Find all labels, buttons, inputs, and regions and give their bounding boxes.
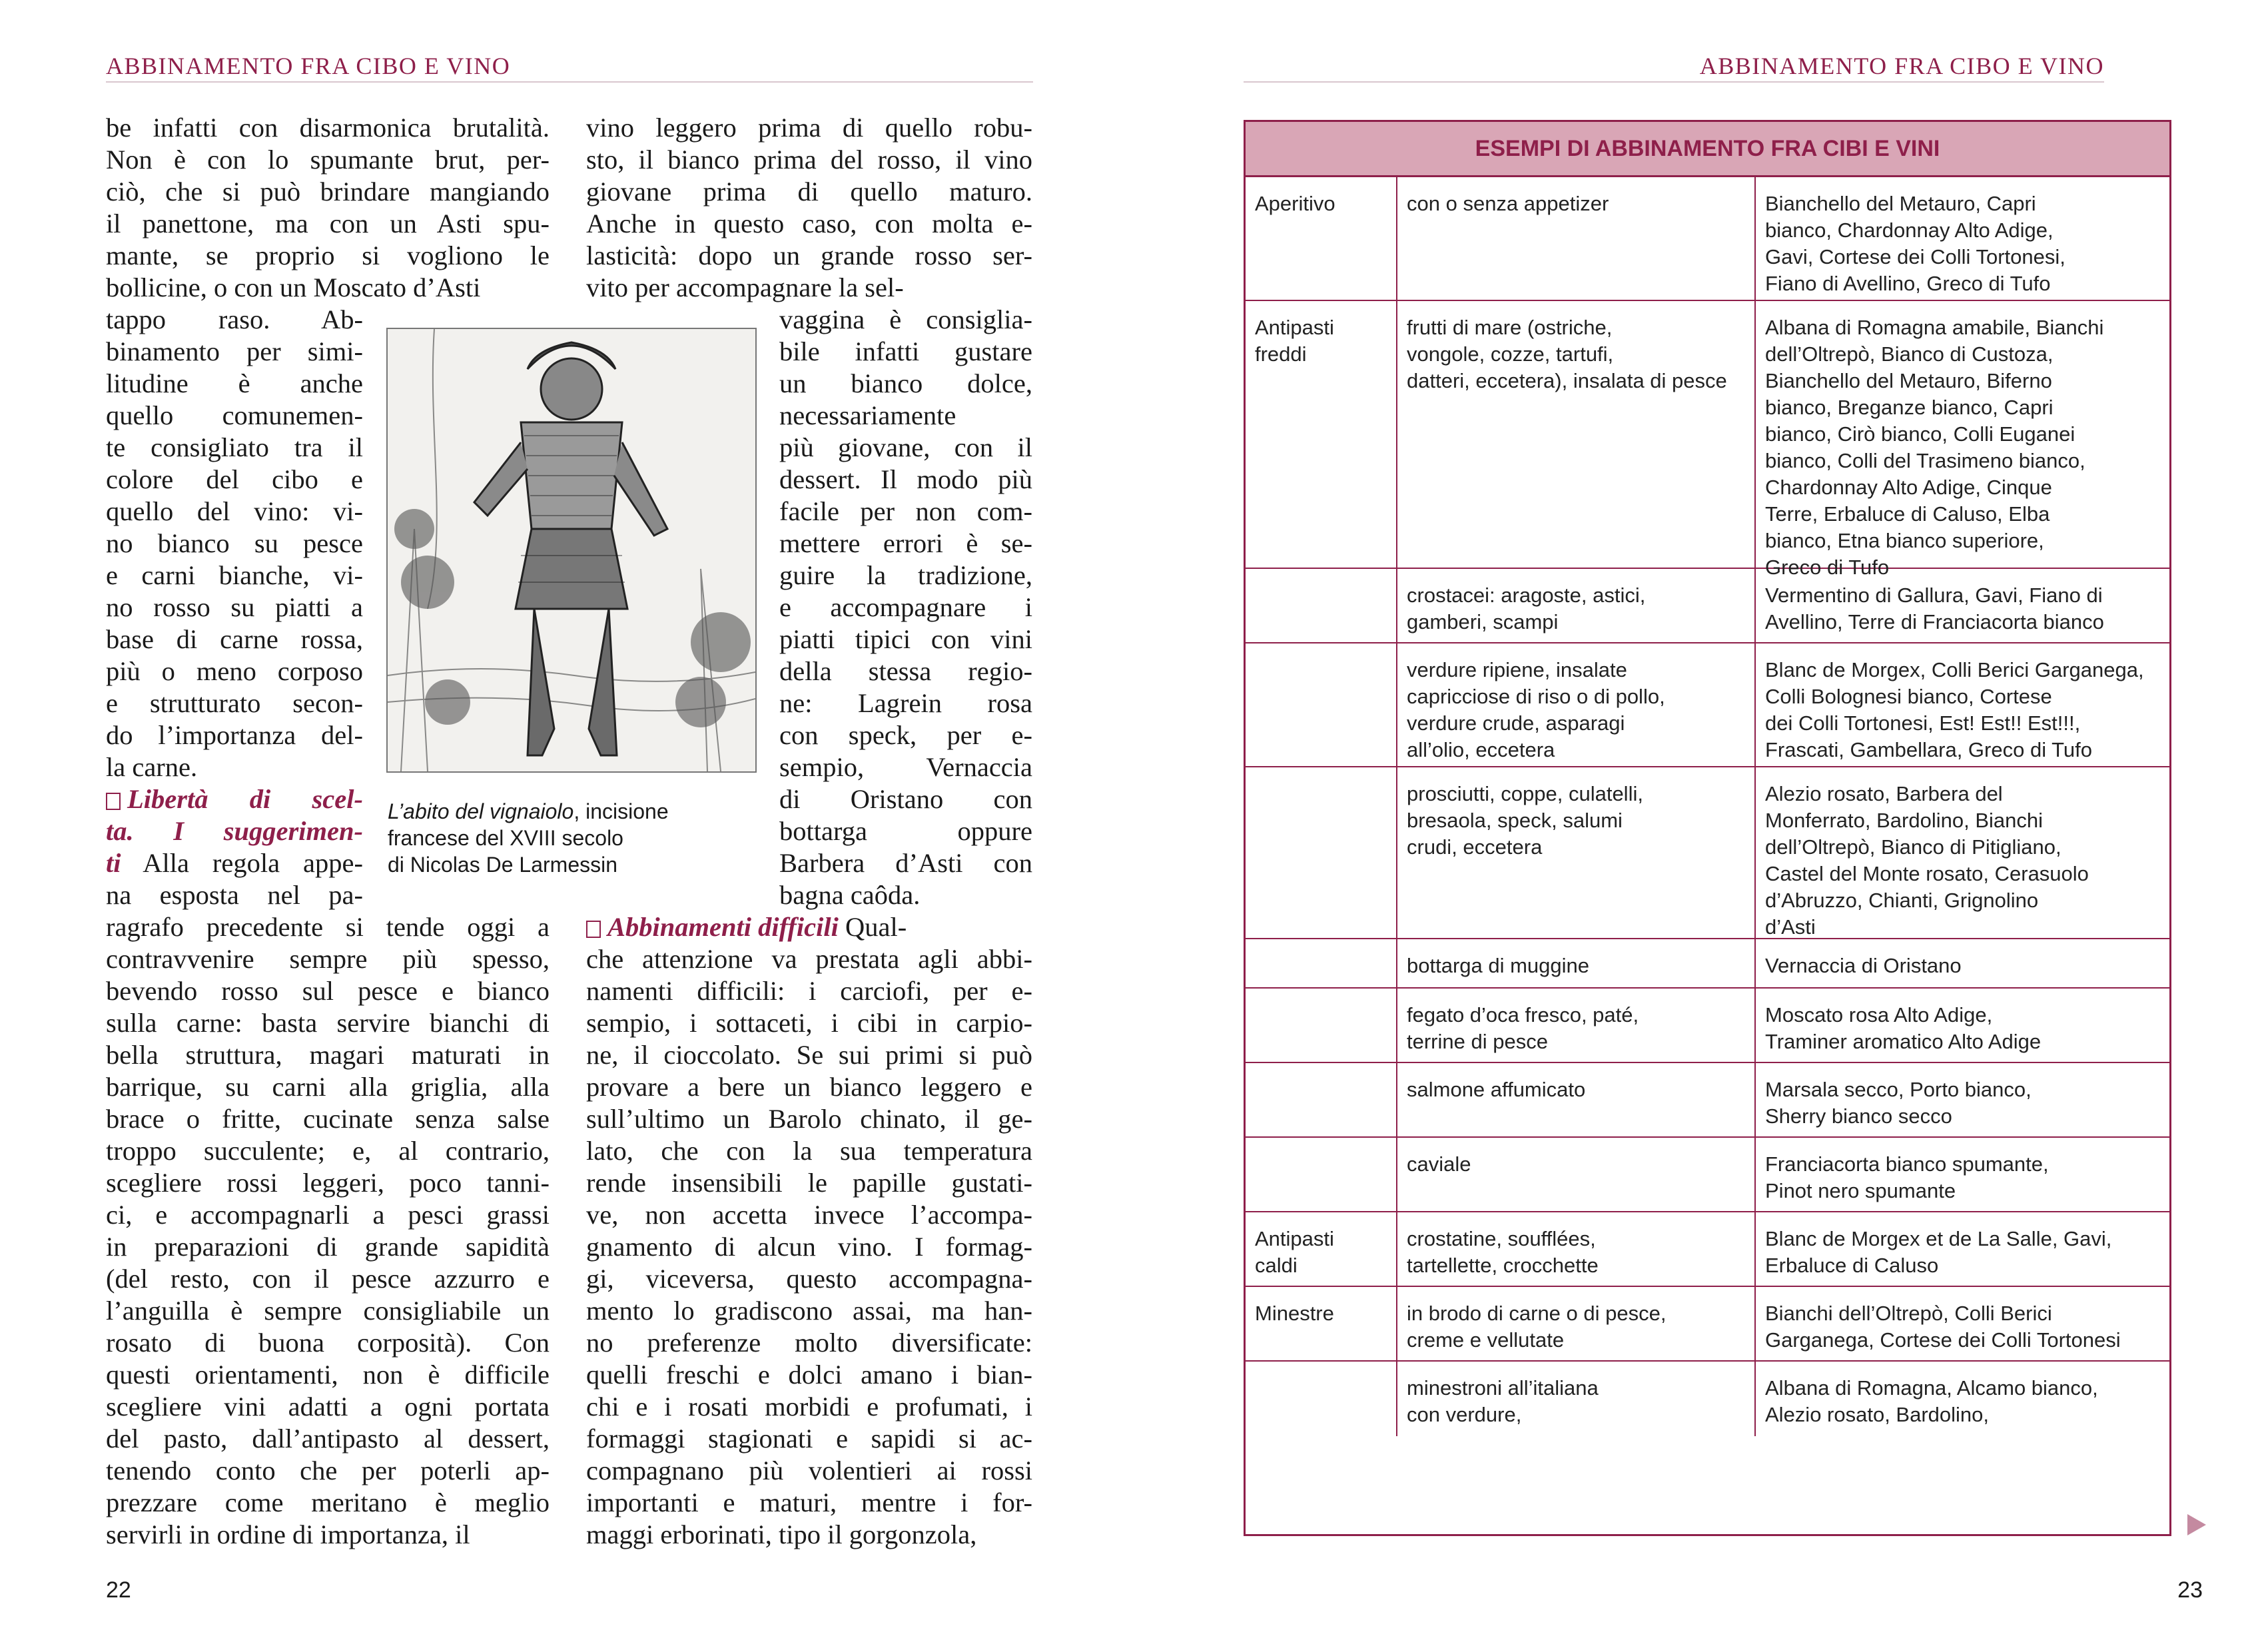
text-line: facile per non com- — [779, 496, 1032, 526]
food-cell — [1397, 939, 1756, 987]
cell-line: Greco di Tufo — [1765, 556, 1890, 579]
cell-line: dell’Oltrepò, Bianco di Custoza, — [1765, 342, 2054, 366]
text-line: del pasto, dall’antipasto al dessert, — [106, 1424, 550, 1453]
cell-line: prosciutti, coppe, culatelli, — [1407, 782, 1643, 805]
table-row — [1246, 939, 2169, 989]
text-line: mettere errori è se- — [779, 528, 1032, 558]
text-line: te consigliato tra il — [106, 432, 363, 462]
text-line: gnamento di alcun vino. I formag- — [586, 1232, 1032, 1262]
cell-line: datteri, eccetera), insalata di pesce — [1407, 369, 1727, 392]
cell-line: Alezio rosato, Bardolino, — [1765, 1403, 1990, 1426]
table-row — [1246, 643, 2169, 767]
triangle-right-icon[interactable] — [2187, 1514, 2206, 1535]
table-row — [1246, 1362, 2169, 1436]
food-cell — [1397, 177, 1756, 300]
text-line: l’anguilla è sempre consigliabile un — [106, 1296, 550, 1326]
text-line: Non è con lo spumante brut, per- — [106, 145, 550, 175]
text-line: rende insensibili le papille gustati- — [586, 1168, 1032, 1198]
course-cell — [1246, 1362, 1397, 1436]
text-line: bella struttura, magari maturati in — [106, 1040, 550, 1070]
table-row — [1246, 301, 2169, 579]
text-line: (del resto, con il pesce azzurro e — [106, 1264, 550, 1294]
cell-line: creme e vellutate — [1407, 1328, 1565, 1352]
food-cell — [1397, 1138, 1756, 1211]
text-line: ne, il cioccolato. Se sui primi si può — [586, 1040, 1032, 1070]
text-line: formaggi stagionati e sapidi si ac- — [586, 1424, 1032, 1453]
cell-line: Marsala secco, Porto bianco, — [1765, 1078, 2032, 1101]
table-row — [1246, 1212, 2169, 1287]
course-cell — [1246, 643, 1397, 766]
food-cell — [1397, 301, 1756, 568]
text-line: importanti e maturi, mentre i for- — [586, 1487, 1032, 1517]
cell-line: Vernaccia di Oristano — [1765, 954, 1962, 977]
text-line: questi orientamenti, non è difficile — [106, 1360, 550, 1390]
text-line: della stessa regio- — [779, 656, 1032, 686]
figure-caption: L’abito del vignaiolo, incisione francese del XVIII secolo di Nicolas De Larmessin — [388, 799, 669, 877]
course-cell — [1246, 1287, 1397, 1360]
text-line: sempio, Vernaccia — [779, 752, 1032, 782]
cell-line: con o senza appetizer — [1407, 192, 1609, 215]
text-line: ne: Lagrein rosa — [779, 688, 1032, 718]
table-row — [1246, 767, 2169, 939]
cell-line: crostacei: aragoste, astici, — [1407, 584, 1646, 607]
text-line: in preparazioni di grande sapidità — [106, 1232, 550, 1262]
pairing-table — [1244, 120, 2171, 1536]
cell-line: in brodo di carne o di pesce, — [1407, 1302, 1667, 1325]
cell-line: con verdure, — [1407, 1403, 1522, 1426]
text-line: bollicine, o con un Moscato d’Asti — [106, 272, 481, 302]
text-line: barrique, su carni alla griglia, alla — [106, 1072, 550, 1102]
text-line: più o meno corposo — [106, 656, 363, 686]
cell-line: vongole, cozze, tartufi, — [1407, 342, 1614, 366]
text-line: vaggina è consiglia- — [779, 304, 1032, 334]
cell-line: Albana di Romagna, Alcamo bianco, — [1765, 1376, 2098, 1400]
text-line: ragrafo precedente si tende oggi a — [106, 912, 550, 942]
cell-line: Chardonnay Alto Adige, Cinque — [1765, 476, 2052, 499]
table-row — [1246, 1138, 2169, 1212]
text-line: rosato di buona corposità). Con — [106, 1328, 550, 1358]
cell-line: verdure crude, asparagi — [1407, 711, 1625, 735]
text-line: e accompagnare i — [779, 592, 1032, 622]
table-row — [1246, 569, 2169, 643]
food-cell — [1397, 1362, 1756, 1436]
column-2-bottom — [586, 943, 1032, 1551]
cell-line: Blanc de Morgex, Colli Berici Garganega, — [1765, 658, 2144, 681]
cell-line: Sherry bianco secco — [1765, 1104, 1952, 1128]
cell-line: bianco, Etna bianco superiore, — [1765, 529, 2044, 552]
cell-line: bianco, Chardonnay Alto Adige, — [1765, 218, 2054, 242]
wine-cell — [1756, 939, 2169, 987]
text-line: il panettone, ma con un Asti spu- — [106, 208, 550, 238]
cell-line: dei Colli Tortonesi, Est! Est!! Est!!!, — [1765, 711, 2081, 735]
cell-line: Erbaluce di Caluso — [1765, 1254, 1939, 1277]
wine-cell — [1756, 767, 2169, 938]
subhead-liberta: Libertà di scel- ta. I suggerimen- ti Alla regola appe- na esposta nel pa- — [106, 784, 363, 910]
cell-line: bianco, Colli del Trasimeno bianco, — [1765, 449, 2085, 472]
cell-line: Monferrato, Bardolino, Bianchi — [1765, 809, 2044, 832]
text-line: brace o fritte, cucinate senza salse — [106, 1104, 550, 1134]
cell-line: gamberi, scampi — [1407, 610, 1559, 633]
course-cell — [1246, 301, 1397, 568]
column-2-narrow — [779, 304, 1032, 911]
cell-line: Antipasti — [1255, 1227, 1334, 1250]
table-row — [1246, 989, 2169, 1063]
cell-line: Moscato rosa Alto Adige, — [1765, 1003, 1993, 1027]
text-line: sulla carne: basta servire bianchi di — [106, 1008, 550, 1038]
text-line: contravvenire sempre più spesso, — [106, 944, 550, 974]
cell-line: Franciacorta bianco spumante, — [1765, 1152, 2049, 1176]
page-number: 22 — [106, 1577, 131, 1603]
column-2-top — [586, 112, 1032, 304]
text-line: prezzare come meritano è meglio — [106, 1487, 550, 1517]
text-line: litudine è anche — [106, 368, 363, 398]
text-line: mante, se proprio si vogliono le — [106, 240, 550, 270]
text-line: bile infatti gustare — [779, 336, 1032, 366]
text-line: ci, e accompagnarli a pesci grassi — [106, 1200, 550, 1230]
text-line: la carne. — [106, 752, 198, 782]
cell-line: Vermentino di Gallura, Gavi, Fiano di — [1765, 584, 2103, 607]
cell-line: Albana di Romagna amabile, Bianchi — [1765, 316, 2104, 339]
table-row — [1246, 1063, 2169, 1138]
text-line: bottarga oppure — [779, 816, 1032, 846]
cell-line: bresaola, speck, salumi — [1407, 809, 1623, 832]
text-line: necessariamente — [779, 400, 956, 430]
text-line: be infatti con disarmonica brutalità. — [106, 113, 550, 143]
course-cell — [1246, 1138, 1397, 1211]
cell-line: fegato d’oca fresco, paté, — [1407, 1003, 1639, 1027]
course-cell — [1246, 1063, 1397, 1136]
text-line: provare a bere un bianco leggero e — [586, 1072, 1032, 1102]
wine-cell — [1756, 643, 2169, 766]
text-line: più giovane, con il — [779, 432, 1032, 462]
text-line: tenendo conto che per poterli ap- — [106, 1455, 550, 1485]
cell-line: Bianchello del Metauro, Capri — [1765, 192, 2036, 215]
text-line: scegliere rossi leggeri, poco tanni- — [106, 1168, 550, 1198]
text-line: bevendo rosso sul pesce e bianco — [106, 976, 550, 1006]
column-1-top — [106, 112, 550, 304]
wine-cell — [1756, 989, 2169, 1062]
wine-cell — [1756, 1287, 2169, 1360]
cell-line: freddi — [1255, 342, 1307, 366]
checkbox-icon — [586, 921, 601, 938]
text-line: tappo raso. Ab- — [106, 304, 363, 334]
text-line: giovane prima di quello maturo. — [586, 177, 1032, 206]
cell-line: Pinot nero spumante — [1765, 1179, 1956, 1202]
text-line: binamento per simi- — [106, 336, 363, 366]
table-row — [1246, 177, 2169, 301]
text-line: gi, viceversa, questo accompagna- — [586, 1264, 1032, 1294]
cell-line: all’olio, eccetera — [1407, 738, 1555, 761]
food-cell — [1397, 1287, 1756, 1360]
text-line: namenti difficili: i carciofi, per e- — [586, 976, 1032, 1006]
cell-line: Bianchi dell’Oltrepò, Colli Berici — [1765, 1302, 2052, 1325]
wine-cell — [1756, 1212, 2169, 1286]
cell-line: tartellette, crocchette — [1407, 1254, 1599, 1277]
text-line: sto, il bianco prima del rosso, il vino — [586, 145, 1032, 175]
text-line: quello del vino: vi- — [106, 496, 363, 526]
text-line: Barbera d’Asti con — [779, 848, 1032, 878]
food-cell — [1397, 767, 1756, 938]
text-line: lasticità: dopo un grande rosso ser- — [586, 240, 1032, 270]
cell-line: Garganega, Cortese dei Colli Tortonesi — [1765, 1328, 2121, 1352]
text-line: e strutturato secon- — [106, 688, 363, 718]
text-line: no preferenze molto diversificate: — [586, 1328, 1032, 1358]
text-line: e carni bianche, vi- — [106, 560, 363, 590]
wine-cell — [1756, 301, 2169, 579]
cell-line: frutti di mare (ostriche, — [1407, 316, 1613, 339]
text-line: no bianco su pesce — [106, 528, 363, 558]
course-cell — [1246, 1212, 1397, 1286]
food-cell — [1397, 569, 1756, 642]
text-line: chi e i rosati morbidi e profumati, i — [586, 1392, 1032, 1422]
text-line: colore del cibo e — [106, 464, 363, 494]
text-line: servirli in ordine di importanza, il — [106, 1519, 470, 1549]
cell-line: crudi, eccetera — [1407, 835, 1543, 859]
cell-line: dell’Oltrepò, Bianco di Pitigliano, — [1765, 835, 2062, 859]
text-line: base di carne rossa, — [106, 624, 363, 654]
wine-cell — [1756, 569, 2169, 642]
cell-line: bottarga di muggine — [1407, 954, 1590, 977]
course-cell — [1246, 177, 1397, 300]
cell-line: salmone affumicato — [1407, 1078, 1586, 1101]
text-line: che attenzione va prestata agli abbi- — [586, 944, 1032, 974]
text-line: vito per accompagnare la sel- — [586, 272, 904, 302]
table-row — [1246, 1287, 2169, 1362]
text-line: mento lo gradiscono assai, ma han- — [586, 1296, 1032, 1326]
text-line: piatti tipici con vini — [779, 624, 1032, 654]
text-line: lato, che con la sua temperatura — [586, 1136, 1032, 1166]
cell-line: Aperitivo — [1255, 192, 1335, 215]
cell-line: Colli Bolognesi bianco, Cortese — [1765, 685, 2052, 708]
wine-cell — [1756, 1063, 2169, 1136]
column-1-narrow — [106, 304, 363, 783]
column-1-bottom — [106, 911, 550, 1551]
text-line: compagnano più volentieri ai rossi — [586, 1455, 1032, 1485]
text-line: no rosso su piatti a — [106, 592, 363, 622]
text-line: quello comunemen- — [106, 400, 363, 430]
cell-line: caldi — [1255, 1254, 1298, 1277]
text-line: maggi erborinati, tipo il gorgonzola, — [586, 1519, 977, 1549]
cell-line: bianco, Cirò bianco, Colli Euganei — [1765, 422, 2075, 446]
text-line: bagna caôda. — [779, 880, 921, 910]
text-line: vino leggero prima di quello robu- — [586, 113, 1032, 143]
cell-line: crostatine, soufflées, — [1407, 1227, 1596, 1250]
table-title: ESEMPI DI ABBINAMENTO FRA CIBI E VINI — [1246, 122, 2169, 177]
text-line: ciò, che si può brindare mangiando — [106, 177, 550, 206]
cell-line: Alezio rosato, Barbera del — [1765, 782, 2003, 805]
wine-cell — [1756, 1138, 2169, 1211]
text-line: un bianco dolce, — [779, 368, 1032, 398]
text-line: sull’ultimo un Barolo chinato, il ge- — [586, 1104, 1032, 1134]
text-line: do l’importanza del- — [106, 720, 363, 750]
engraving-illustration — [386, 328, 757, 773]
cell-line: Traminer aromatico Alto Adige — [1765, 1030, 2042, 1053]
course-cell — [1246, 767, 1397, 938]
cell-line: Antipasti — [1255, 316, 1334, 339]
cell-line: Gavi, Cortese dei Colli Tortonesi, — [1765, 245, 2065, 268]
cell-line: terrine di pesce — [1407, 1030, 1548, 1053]
course-cell — [1246, 989, 1397, 1062]
food-cell — [1397, 1212, 1756, 1286]
running-head: ABBINAMENTO FRA CIBO E VINO — [106, 52, 1033, 83]
cell-line: Fiano di Avellino, Greco di Tufo — [1765, 272, 2051, 295]
cell-line: Castel del Monte rosato, Cerasuolo — [1765, 862, 2089, 885]
text-line: troppo succulente; e, al contrario, — [106, 1136, 550, 1166]
cell-line: caviale — [1407, 1152, 1471, 1176]
text-line: guire la tradizione, — [779, 560, 1032, 590]
text-line: scegliere vini adatti a ogni portata — [106, 1392, 550, 1422]
cell-line: Minestre — [1255, 1302, 1334, 1325]
checkbox-icon — [106, 793, 121, 810]
wine-cell — [1756, 1362, 2169, 1436]
cell-line: Terre, Erbaluce di Caluso, Elba — [1765, 502, 2050, 526]
vine-grower-engraving-image — [388, 329, 755, 771]
cell-line: minestroni all’italiana — [1407, 1376, 1599, 1400]
table-body — [1246, 177, 2169, 1436]
text-line: con speck, per e- — [779, 720, 1032, 750]
text-line: Anche in questo caso, con molta e- — [586, 208, 1032, 238]
cell-line: d’Asti — [1765, 915, 1816, 939]
food-cell — [1397, 1063, 1756, 1136]
cell-line: Frascati, Gambellara, Greco di Tufo — [1765, 738, 2093, 761]
course-cell — [1246, 569, 1397, 642]
food-cell — [1397, 643, 1756, 766]
food-cell — [1397, 989, 1756, 1062]
text-line: dessert. Il modo più — [779, 464, 1032, 494]
text-line: ve, non accetta invece l’accompa- — [586, 1200, 1032, 1230]
running-head: ABBINAMENTO FRA CIBO E VINO — [1244, 52, 2104, 83]
page-number: 23 — [2177, 1577, 2203, 1603]
cell-line: verdure ripiene, insalate — [1407, 658, 1627, 681]
course-cell — [1246, 939, 1397, 987]
cell-line: capricciose di riso o di pollo, — [1407, 685, 1665, 708]
cell-line: Avellino, Terre di Franciacorta bianco — [1765, 610, 2104, 633]
text-line: quelli freschi e dolci amano i bian- — [586, 1360, 1032, 1390]
text-line: di Oristano con — [779, 784, 1032, 814]
text-line: sempio, i sottaceti, i cibi in carpio- — [586, 1008, 1032, 1038]
cell-line: d’Abruzzo, Chianti, Grignolino — [1765, 889, 2039, 912]
wine-cell — [1756, 177, 2169, 300]
cell-line: Blanc de Morgex et de La Salle, Gavi, — [1765, 1227, 2112, 1250]
subhead-abbinamenti-difficili: Abbinamenti difficili Qual- — [586, 911, 1032, 943]
cell-line: Bianchello del Metauro, Biferno — [1765, 369, 2052, 392]
cell-line: bianco, Breganze bianco, Capri — [1765, 396, 2054, 419]
